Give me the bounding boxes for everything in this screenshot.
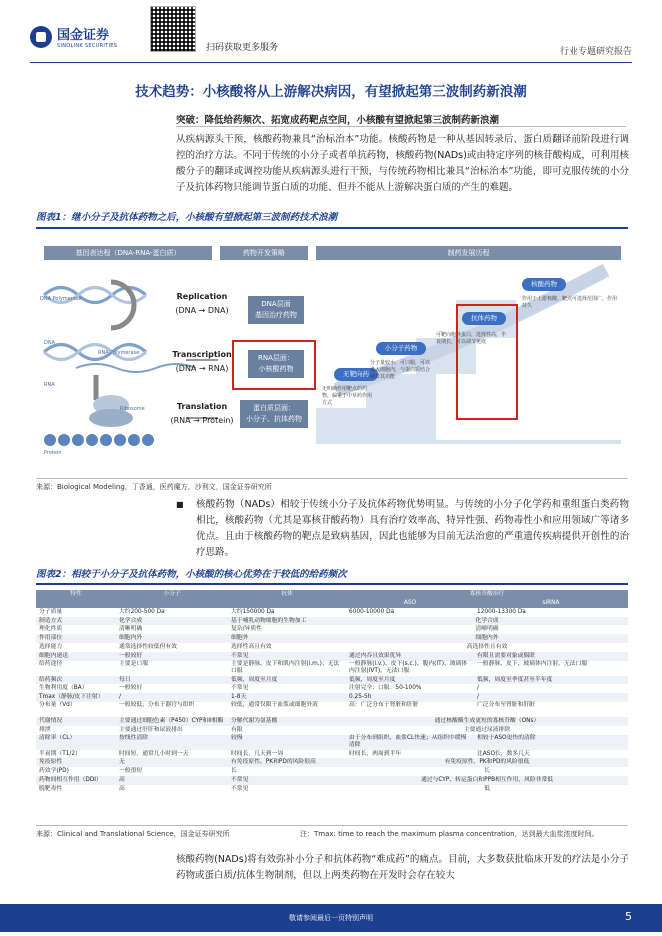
qr-caption: 扫码获取更多服务 <box>206 43 279 53</box>
table-cell: 高 <box>116 785 228 794</box>
table-row <box>36 608 628 617</box>
table-cell: 主要通过尿液排除 <box>346 726 628 735</box>
figure-2-caption: 图表2：相较于小分子及抗体药物，小核酸的核心优势在于较低的给药频次 <box>36 569 347 580</box>
table-row <box>36 735 628 750</box>
table-cell: 有限且需要对象或偶联 <box>474 652 628 661</box>
table-row <box>36 750 628 759</box>
table-cell: 有限 <box>228 726 346 735</box>
header-antibody: 抗体 <box>228 590 346 608</box>
table-cell: 细胞外 <box>228 634 346 643</box>
row-label: 理化性质 <box>36 625 116 634</box>
row-label: 半衰期（T1/2） <box>36 750 116 759</box>
row-label: 制造方式 <box>36 617 116 626</box>
table-cell: 6000-10000 Da <box>346 608 474 617</box>
table-cell: 主要通过细胞色素（P450）CYP和II相酶 <box>116 717 228 726</box>
translation-label: Translation <box>176 402 228 411</box>
fig1-bar-left: 基因表达程（DNA-RNA-蛋白质） <box>44 246 212 260</box>
header-divider <box>30 62 632 63</box>
row-label: 给药途径 <box>36 661 116 676</box>
lead-divider <box>176 126 626 127</box>
box-protein-level: 蛋白质层面： 小分子、抗体药物 <box>240 400 308 428</box>
table-row <box>36 758 628 767</box>
dna-label: DNA <box>44 340 56 346</box>
table-cell: 主要是口服 <box>116 661 228 676</box>
row-label: 排泄 <box>36 726 116 735</box>
comparison-table <box>36 590 628 794</box>
report-type: 行业专题研究报告 <box>559 47 632 57</box>
figure-1-caption: 图表1：继小分子及抗体药物之后，小核酸有望掀起第三波制药技术浪潮 <box>36 212 338 223</box>
protein-chain-icon <box>44 434 154 446</box>
figure-1-bottom-rule <box>36 478 628 479</box>
table-cell: 一般静脉(i.v.)、皮下(s.c.)、腹内(IT)、玻璃体内注射(IVT)，无法口服 <box>346 661 474 676</box>
fig1-bar-right: 制药发展历程 <box>316 246 621 260</box>
table-row <box>36 652 628 661</box>
row-label: 细胞内递送 <box>36 652 116 661</box>
paragraph-2: 核酸药物（NADs）相较于传统小分子及抗体药物优势明显。与传统的小分子化学药和重组蛋白类药物相比，核酸药物（尤其是寡核苷酸药物）具有治疗效率高、特异性强、药物毒性小和应用领域广等诸多优点。且由于核酸药物的靶点是致病基因，因此也能够为目前无法治愈的严重遗传疾病提供开创性的治疗思路。 <box>196 499 629 558</box>
table-cell: 高选择性且有效 <box>346 643 628 652</box>
table-row <box>36 684 628 693</box>
row-label: 选择能力 <box>36 643 116 652</box>
row-label: 清除率（CL） <box>36 735 116 750</box>
figure-2-rule <box>36 583 628 585</box>
logo-cn: 国金证券 <box>57 28 110 43</box>
box-dna-level: DNA层面 基因治疗药物 <box>248 296 304 324</box>
table-cell: 高 <box>116 776 228 785</box>
table-cell: 1-8天 <box>228 693 346 702</box>
table-row <box>36 676 628 685</box>
logo-icon <box>30 26 52 48</box>
table-cell: 低频，周度至月度 <box>346 676 474 685</box>
row-label: 生物利用度（BA） <box>36 684 116 693</box>
figure-2-note: 注：Tmax: time to reach the maximum plasma concentration，达到最大血浆浓度时间。 <box>300 830 599 838</box>
table-cell: 细胞内外 <box>116 634 228 643</box>
qr-code[interactable] <box>150 6 196 52</box>
table-cell: 大约200-500 Da <box>116 608 228 617</box>
table-row <box>36 702 628 717</box>
stage-3-desc: 可靶向胞外蛋白，选择性高，半衰期长，可以调节免疫 <box>436 332 507 345</box>
table-cell: 较低，通常仅限于血浆或细胞外液 <box>228 702 346 717</box>
table-cell: 时间短，通常几小时到一天 <box>116 750 228 759</box>
stage-1-desc: 无明确作用靶点的药物，偏重于中草药作用方式 <box>322 386 373 406</box>
paragraph-1: 从疾病源头干预，核酸药物兼具“治标治本”功能。核酸药物是一种从基因转录后、蛋白质翻译前阶段进行调控的治疗方法。不同于传统的小分子或者单抗药物，核酸药物(NADs)或由特定序列的核苷酸构成，可利用核酸分子的翻译或调控功能从疾病源头进行干预，与传统药物相比兼具“治标治本”功能，即可克服传统的小分子及抗体药物只能调节蛋白质的功能、但并不能从上游解决蛋白质的产生的难题。 <box>176 134 629 193</box>
table-cell: 注射完全；口服：50-100% <box>346 684 474 693</box>
table-cell: 较慢 <box>228 735 346 750</box>
table-cell: 选择性高且有效 <box>228 643 346 652</box>
table-cell: / <box>474 693 628 702</box>
figure-2-bottom-rule <box>36 825 628 826</box>
translation-sub: (RNA → Protein) <box>170 416 234 425</box>
row-label: 作用部位 <box>36 634 116 643</box>
figure-1-source: 来源：Biological Modeling，丁香通，医药魔方，沙利文，国金证券研究所 <box>36 483 272 491</box>
table-cell: 通常选择性较低但有效 <box>116 643 228 652</box>
table-cell: 一般较好 <box>116 652 228 661</box>
table-cell: 基于哺乳动物细胞的生物加工 <box>228 617 346 626</box>
table-cell: / <box>116 693 228 702</box>
table-cell: 主要通过肝肝和尿液排出 <box>116 726 228 735</box>
row-label: Tmax（静脉/皮下注射） <box>36 693 116 702</box>
stage-4-label: 核酸药物 <box>522 278 566 291</box>
table-cell: 长 <box>228 767 346 776</box>
transcription-sub: (DNA → RNA) <box>175 364 229 373</box>
table-cell: 相较于ASO更快的清除 <box>474 735 628 750</box>
table-cell: 长 <box>346 767 628 776</box>
fig1-bar-mid: 药物开发策略 <box>220 246 308 260</box>
table-cell: 时间长，两周到半年 <box>346 750 474 759</box>
row-label: 代谢情况 <box>36 717 116 726</box>
row-label: 药物间相互作用（DDI） <box>36 776 116 785</box>
table-cell: 时间长，几天到一周 <box>228 750 346 759</box>
table-cell: 化学合成 <box>116 617 228 626</box>
table-cell: 0.25-5h <box>346 693 474 702</box>
table-cell: 不常见 <box>228 652 346 661</box>
table-cell: 比ASO长，数多几天 <box>474 750 628 759</box>
row-label: 脱靶毒性 <box>36 785 116 794</box>
fig1-graphics <box>36 240 628 475</box>
dna-polymerase-label: DNA Polymerase <box>40 296 82 302</box>
transcription-label: Transcription <box>172 350 232 359</box>
replication-sub: (DNA → DNA) <box>175 306 229 315</box>
table-cell: 一般很短 <box>116 767 228 776</box>
nucleic-acid-highlight-box <box>456 304 518 420</box>
table-cell: 有免疫原性，PK和PD的风险很低 <box>346 758 628 767</box>
table-cell: 无 <box>116 758 228 767</box>
table-cell: 高：广泛分布于肾脏和肝脏 <box>346 702 474 717</box>
table-cell: 广泛分布至肾脏和肝脏 <box>474 702 628 717</box>
table-row <box>36 693 628 702</box>
row-label: 分布量（Vd） <box>36 702 116 717</box>
table-row <box>36 661 628 676</box>
rna-highlight-box <box>232 340 316 390</box>
rna-label: RNA <box>44 382 55 388</box>
header-oligo: 寡核苷酸治疗 <box>346 590 628 599</box>
table-cell: 不常见 <box>228 785 346 794</box>
replication-label: Replication <box>176 292 228 301</box>
table-row <box>36 726 628 735</box>
table-cell: 细胞内外 <box>346 634 628 643</box>
table-cell: 分解代谢为氨基酸 <box>228 717 346 726</box>
table-cell: 12000-13300 Da <box>474 608 628 617</box>
rna-polymerase-label: RNA Polymerase <box>98 350 140 356</box>
paragraph-3: 核酸药物(NADs)将有效弥补小分子和抗体药物“难成药”的痛点。目前，大多数获批临床开发的疗法是小分子药物或蛋白质/抗体生物制剂，但以上两类药物在开发时会存在较大 <box>176 854 629 881</box>
table-cell: 化学合成 <box>346 617 628 626</box>
table-header-row <box>36 590 628 599</box>
table-cell: 清晰明确 <box>116 625 228 634</box>
table-row <box>36 625 628 634</box>
table-cell: 主要是静脉、皮下和肌内注射(i.m.)；无法口服 <box>228 661 346 676</box>
protein-label: Protein <box>44 450 62 456</box>
table-cell: 通过与CYP、转运蛋白和PPB相互作用，风险非常低 <box>346 776 628 785</box>
table-cell: 低频，周度至月度 <box>228 676 346 685</box>
box-rna-level: RNA层面： 小核酸药物 <box>248 350 304 378</box>
table-cell: / <box>474 684 628 693</box>
table-cell: 一般较低，分布于器官与组织 <box>116 702 228 717</box>
stage-2-label: 小分子药物 <box>376 342 426 355</box>
section-title: 技术趋势：小核酸将从上游解决病因，有望掀起第三波制药新浪潮 <box>135 84 527 100</box>
table-cell: 一般静脉、皮下、玻璃体内注射，无法口服 <box>474 661 628 676</box>
table-row <box>36 617 628 626</box>
row-label: 免疫原性 <box>36 758 116 767</box>
table-row <box>36 717 628 726</box>
table-row <box>36 785 628 794</box>
row-label: 药效学(PD) <box>36 767 116 776</box>
table-cell: 一般较好 <box>116 684 228 693</box>
header-sirna: siRNA <box>474 599 628 608</box>
brand-logo <box>30 24 117 49</box>
lead-heading: 突破：降低给药频次、拓宽成药靶点空间，小核酸有望掀起第三波制药新浪潮 <box>176 115 500 126</box>
table-cell: 低 <box>346 785 628 794</box>
header-small-molecule: 小分子 <box>116 590 228 608</box>
table-cell: 大约150000 Da <box>228 608 346 617</box>
ribosome-label: Ribosome <box>120 406 145 412</box>
table-row <box>36 643 628 652</box>
table-cell: 不常见 <box>228 684 346 693</box>
table-row <box>36 634 628 643</box>
stage-4-desc: 作用于上游核酸，靶点可选择范围广，作用持久 <box>522 296 618 309</box>
table-cell: 不常见 <box>228 776 346 785</box>
figure-1-rule <box>36 227 628 229</box>
page-number: 5 <box>625 910 632 923</box>
stage-2-desc: 分子量较小，可口服，可以进入细胞内，与蛋白质结合调节其功能 <box>370 360 431 380</box>
table-cell: 清晰明确 <box>346 625 628 634</box>
row-label: 分子质量 <box>36 608 116 617</box>
figure-2-source: 来源：Clinical and Translational Science，国金证券研究所 <box>36 830 230 838</box>
header-aso: ASO <box>346 599 474 608</box>
table-cell: 按线性清除 <box>116 735 228 750</box>
row-label: 给药频次 <box>36 676 116 685</box>
stage-1-label: 无靶向药 <box>334 368 378 381</box>
figure-1 <box>36 240 628 475</box>
footer-disclaimer[interactable]: 敬请参阅最后一页特别声明 <box>289 914 373 922</box>
table-cell: 低频，周度至季度甚至半年度 <box>474 676 628 685</box>
table-cell: 由于分布到组织，血浆CL快速；从组织中缓慢清除 <box>346 735 474 750</box>
table-cell: 每日 <box>116 676 228 685</box>
table-cell: 通过核酸酶生成更短的寡核苷酸（ONs） <box>346 717 628 726</box>
table-cell: 有免疫原性，PK和PD的风险很高 <box>228 758 346 767</box>
header-feature: 特性 <box>36 590 116 608</box>
table-row <box>36 767 628 776</box>
bullet-icon: ■ <box>176 500 184 509</box>
logo-en: SINOLINK SECURITIES <box>57 43 118 49</box>
table-cell: 通过内吞且效果优异 <box>346 652 474 661</box>
table-row <box>36 776 628 785</box>
table-cell: 复杂/异质性 <box>228 625 346 634</box>
stage-3-label: 抗体药物 <box>462 312 506 325</box>
